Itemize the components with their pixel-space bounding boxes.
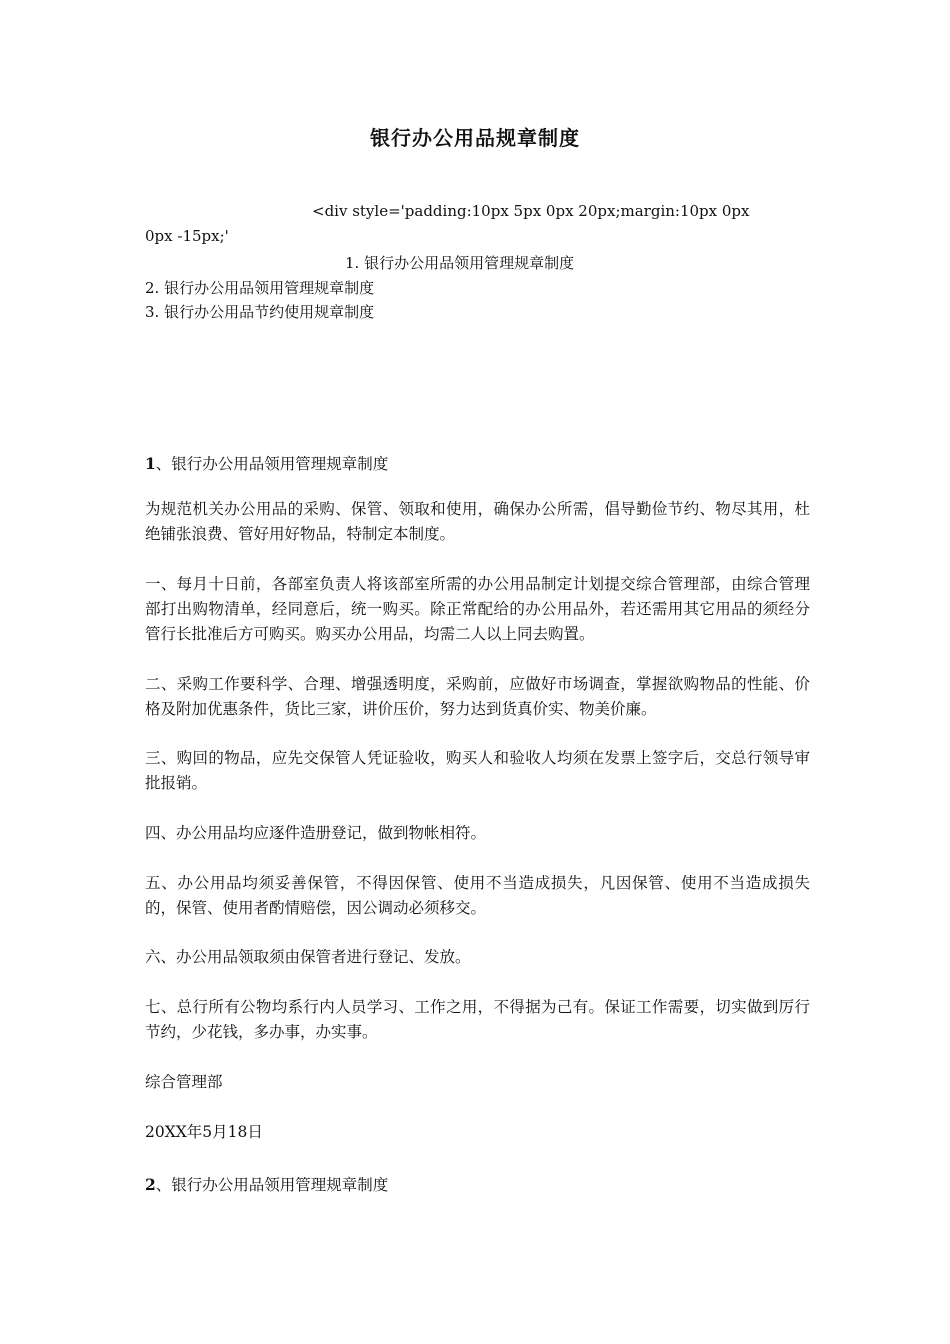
section-1-item-1: 一、每月十日前，各部室负责人将该部室所需的办公用品制定计划提交综合管理部，由综合管理部打出购物清单，经同意后，统一购买。除正常配给的办公用品外，若还需用其它用品的须经分管行长批准后方可购买。购买办公用品，均需二人以上同去购置。	[145, 575, 810, 643]
toc-item-3: 3. 银行办公用品节约使用规章制度	[145, 303, 375, 321]
section-1-item-3: 三、购回的物品，应先交保管人凭证验收，购买人和验收人均须在发票上签字后，交总行领导审批报销。	[145, 749, 810, 792]
section-1-heading	[145, 452, 388, 474]
section-1-item-6: 六、办公用品领取须由保管者进行登记、发放。	[145, 948, 471, 966]
code-snippet-line-1: <div style='padding:10px 5px 0px 20px;margin:10px 0px	[312, 202, 750, 220]
section-1-item-5: 五、办公用品均须妥善保管，不得因保管、使用不当造成损失，凡因保管、使用不当造成损失的，保管、使用者酌情赔偿，因公调动必须移交。	[145, 874, 810, 917]
section-1-number: 1	[145, 454, 156, 473]
toc-item-1: 1. 银行办公用品领用管理规章制度	[345, 254, 575, 272]
section-1-intro: 为规范机关办公用品的采购、保管、领取和使用，确保办公所需，倡导勤俭节约、物尽其用，杜绝铺张浪费、管好用好物品，特制定本制度。	[145, 500, 810, 543]
section-1-item-2: 二、采购工作要科学、合理、增强透明度，采购前，应做好市场调查，掌握欲购物品的性能、价格及附加优惠条件，货比三家，讲价压价，努力达到货真价实、物美价廉。	[145, 675, 810, 718]
section-1-item-4: 四、办公用品均应逐件造册登记，做到物帐相符。	[145, 824, 487, 842]
section-2-number: 2	[145, 1175, 156, 1194]
toc-item-2: 2. 银行办公用品领用管理规章制度	[145, 279, 375, 297]
signature-department: 综合管理部	[145, 1073, 223, 1091]
section-1-item-7: 七、总行所有公物均系行内人员学习、工作之用，不得据为己有。保证工作需要，切实做到厉行节约，少花钱，多办事，办实事。	[145, 998, 810, 1041]
document-title: 银行办公用品规章制度	[370, 126, 580, 150]
section-2-heading	[145, 1173, 388, 1195]
section-2-heading-text: 、银行办公用品领用管理规章制度	[155, 1176, 389, 1194]
section-1-heading-text: 、银行办公用品领用管理规章制度	[155, 455, 389, 473]
signature-date: 20XX年5月18日	[145, 1123, 263, 1141]
code-snippet-line-2: 0px -15px;'	[145, 227, 229, 245]
